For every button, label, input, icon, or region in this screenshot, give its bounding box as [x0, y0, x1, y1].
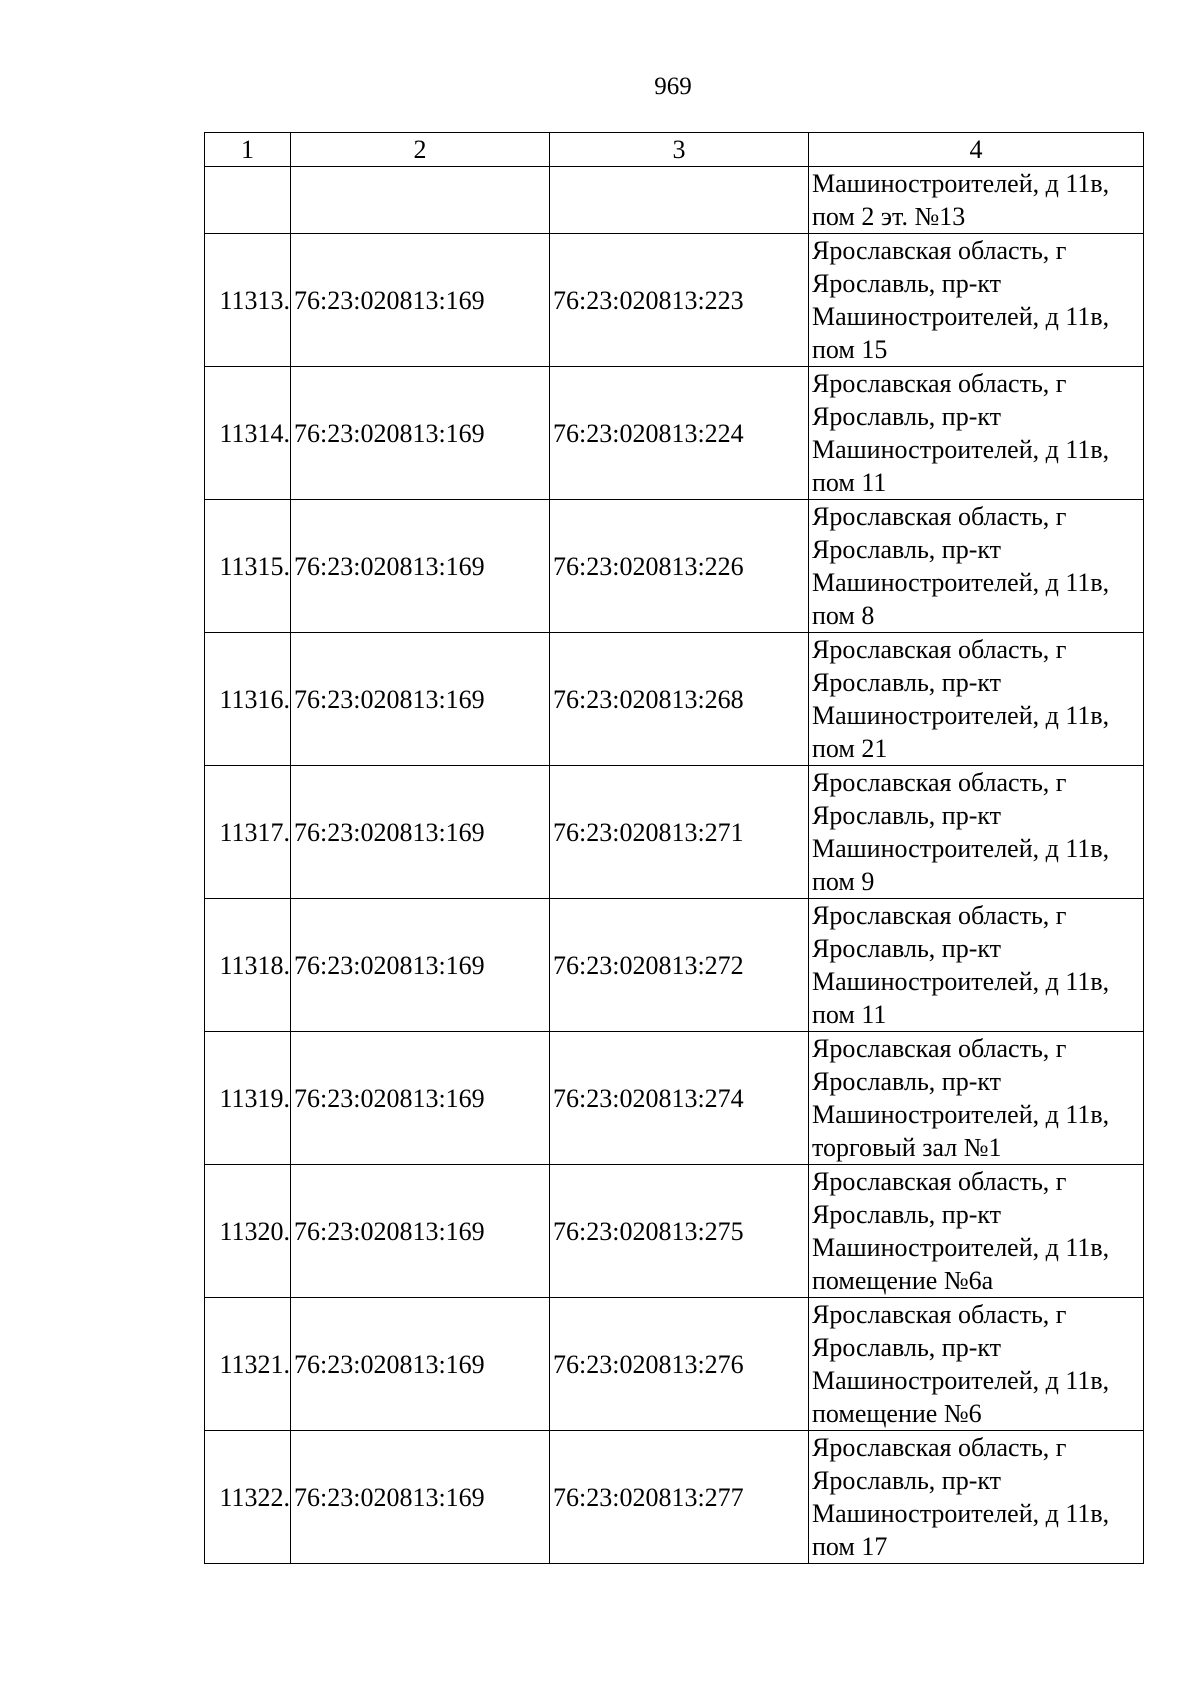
object-number-cell: 76:23:020813:271	[550, 766, 809, 899]
parcel-number-cell: 76:23:020813:169	[291, 234, 550, 367]
object-number-cell: 76:23:020813:277	[550, 1431, 809, 1564]
address-cell: Ярославская область, г Ярославль, пр-кт Машиностроителей, д 11в, помещение №6а	[809, 1165, 1144, 1298]
address-cell: Ярославская область, г Ярославль, пр-кт Машиностроителей, д 11в, пом 21	[809, 633, 1144, 766]
address-cell: Ярославская область, г Ярославль, пр-кт Машиностроителей, д 11в, пом 17	[809, 1431, 1144, 1564]
parcel-number-cell	[291, 167, 550, 234]
object-number-cell: 76:23:020813:268	[550, 633, 809, 766]
table-row	[205, 234, 1144, 367]
object-number-cell: 76:23:020813:272	[550, 899, 809, 1032]
parcel-number-cell: 76:23:020813:169	[291, 367, 550, 500]
table-row	[205, 1032, 1144, 1165]
address-cell: Машиностроителей, д 11в, пом 2 эт. №13	[809, 167, 1144, 234]
table-row	[205, 633, 1144, 766]
header-row	[205, 133, 1144, 167]
parcel-number-cell: 76:23:020813:169	[291, 1298, 550, 1431]
column-header-3: 3	[550, 133, 809, 167]
object-number-cell: 76:23:020813:224	[550, 367, 809, 500]
address-cell: Ярославская область, г Ярославль, пр-кт Машиностроителей, д 11в, пом 11	[809, 367, 1144, 500]
row-number-cell: 11315.	[205, 500, 291, 633]
row-number-cell: 11316.	[205, 633, 291, 766]
column-header-4: 4	[809, 133, 1144, 167]
object-number-cell: 76:23:020813:274	[550, 1032, 809, 1165]
row-number-cell: 11318.	[205, 899, 291, 1032]
object-number-cell: 76:23:020813:226	[550, 500, 809, 633]
parcel-number-cell: 76:23:020813:169	[291, 899, 550, 1032]
table-row	[205, 1165, 1144, 1298]
table-row	[205, 1431, 1144, 1564]
row-number-cell	[205, 167, 291, 234]
parcel-number-cell: 76:23:020813:169	[291, 1165, 550, 1298]
object-number-cell: 76:23:020813:223	[550, 234, 809, 367]
table-row	[205, 500, 1144, 633]
row-number-cell: 11317.	[205, 766, 291, 899]
table-row-continuation	[205, 167, 1144, 234]
parcel-number-cell: 76:23:020813:169	[291, 633, 550, 766]
registry-table	[204, 132, 1144, 1564]
column-header-1: 1	[205, 133, 291, 167]
parcel-number-cell: 76:23:020813:169	[291, 500, 550, 633]
object-number-cell	[550, 167, 809, 234]
object-number-cell: 76:23:020813:276	[550, 1298, 809, 1431]
object-number-cell: 76:23:020813:275	[550, 1165, 809, 1298]
parcel-number-cell: 76:23:020813:169	[291, 1032, 550, 1165]
address-cell: Ярославская область, г Ярославль, пр-кт Машиностроителей, д 11в, помещение №6	[809, 1298, 1144, 1431]
address-cell: Ярославская область, г Ярославль, пр-кт Машиностроителей, д 11в, торговый зал №1	[809, 1032, 1144, 1165]
address-cell: Ярославская область, г Ярославль, пр-кт Машиностроителей, д 11в, пом 11	[809, 899, 1144, 1032]
parcel-number-cell: 76:23:020813:169	[291, 1431, 550, 1564]
table-row	[205, 899, 1144, 1032]
table-row	[205, 766, 1144, 899]
row-number-cell: 11322.	[205, 1431, 291, 1564]
address-cell: Ярославская область, г Ярославль, пр-кт Машиностроителей, д 11в, пом 8	[809, 500, 1144, 633]
address-cell: Ярославская область, г Ярославль, пр-кт Машиностроителей, д 11в, пом 15	[809, 234, 1144, 367]
table-row	[205, 1298, 1144, 1431]
page-number: 969	[654, 73, 692, 100]
column-header-2: 2	[291, 133, 550, 167]
parcel-number-cell: 76:23:020813:169	[291, 766, 550, 899]
row-number-cell: 11314.	[205, 367, 291, 500]
row-number-cell: 11319.	[205, 1032, 291, 1165]
row-number-cell: 11320.	[205, 1165, 291, 1298]
table-row	[205, 367, 1144, 500]
address-cell: Ярославская область, г Ярославль, пр-кт Машиностроителей, д 11в, пом 9	[809, 766, 1144, 899]
row-number-cell: 11313.	[205, 234, 291, 367]
row-number-cell: 11321.	[205, 1298, 291, 1431]
